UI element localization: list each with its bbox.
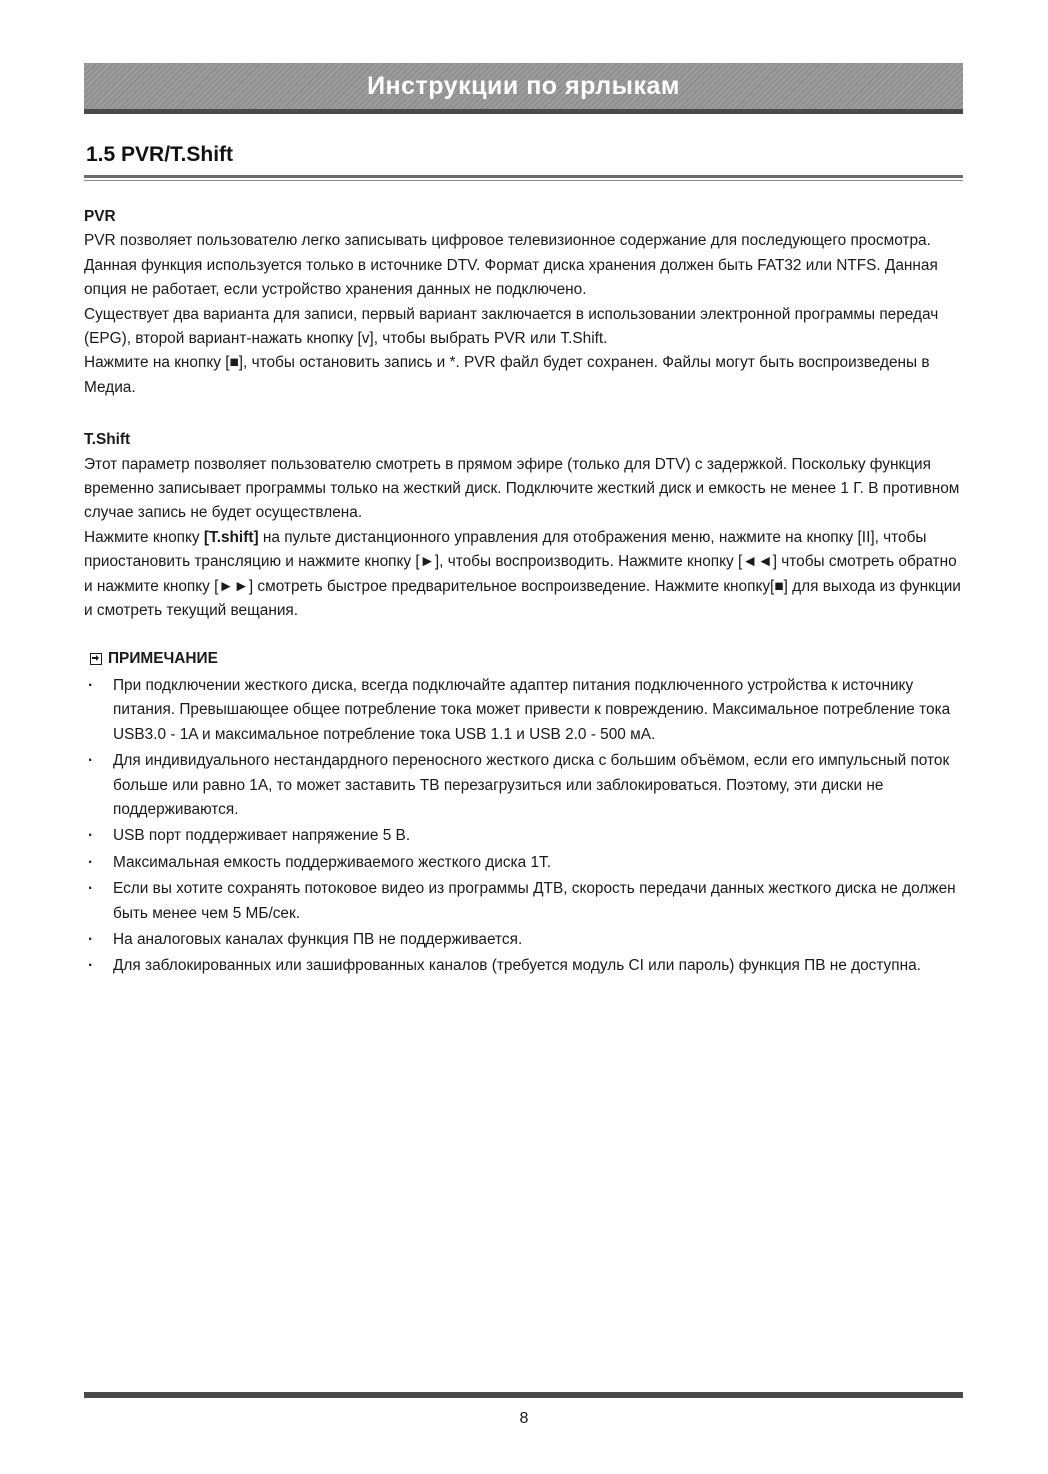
- tshift-paragraph-1: Этот параметр позволяет пользователю смотреть в прямом эфире (только для DTV) с задержкой. Поскольку функция временно записывает программы только на жесткий диск. Подключите жесткий диск и емкость не менее 1 Г. В противном случае запись не будет осуществлена.: [84, 455, 960, 522]
- section-rule-thick: [84, 175, 963, 178]
- tshift-p2-before: Нажмите кнопку: [84, 528, 204, 546]
- pvr-heading: PVR: [84, 208, 116, 225]
- note-item: · USB порт поддерживает напряжение 5 В.: [84, 824, 964, 848]
- section-rule-thin: [84, 180, 963, 181]
- note-heading: ПРИМЕЧАНИЕ: [108, 649, 218, 667]
- note-item: · Для заблокированных или зашифрованных каналов (требуется модуль CI или пароль) функция ПВ не доступна.: [84, 954, 964, 978]
- header-banner: [84, 63, 963, 109]
- pvr-paragraph-3: Нажмите на кнопку [■], чтобы остановить запись и *. PVR файл будет сохранен. Файлы могут быть воспроизведены в Медиа.: [84, 354, 930, 396]
- note-header: [84, 647, 964, 671]
- note-item: · Для индивидуального нестандардного переносного жесткого диска с большим объёмом, если его импульсный поток больше или равно 1A, то может заставить ТВ перезагрузиться или заблокироваться. Поэтому, эти диски не поддерживаются.: [84, 749, 964, 822]
- footer-rule: [84, 1392, 963, 1398]
- header-underline: [84, 109, 963, 114]
- section-title: 1.5 PVR/T.Shift: [86, 143, 234, 166]
- header-title: Инструкции по ярлыкам: [367, 71, 680, 100]
- tshift-key-label: [T.shift]: [203, 528, 259, 546]
- note-item: · На аналоговых каналах функция ПВ не поддерживается.: [84, 928, 964, 952]
- tshift-heading: T.Shift: [84, 431, 131, 449]
- note-item: · Максимальная емкость поддерживаемого жесткого диска 1T.: [84, 851, 964, 875]
- pvr-paragraph-2: Существует два варианта для записи, первый вариант заключается в использовании электронной программы передач (EPG), второй вариант-нажать кнопку [v], чтобы выбрать PVR или T.Shift.: [84, 305, 939, 348]
- pvr-paragraph-1: PVR позволяет пользователю легко записывать цифровое телевизионное содержание для последующего просмотра. Данная функция используется только в источнике DTV. Формат диска хранения должен быть FAT32 или NTFS. Данная опция не работает, если устройство хранения данных не подключено.: [84, 232, 938, 299]
- note-item: · Если вы хотите сохранять потоковое видео из программы ДТВ, скорость передачи данных жесткого диска не должен быть менее чем 5 МБ/сек.: [84, 877, 964, 926]
- page-number: 8: [519, 1410, 529, 1427]
- tshift-paragraph-2: [84, 526, 964, 624]
- main-content: [84, 205, 964, 981]
- arrow-box-icon: [90, 653, 102, 665]
- note-item: · При подключении жесткого диска, всегда подключайте адаптер питания подключенного устройства к источнику питания. Превышающее общее потребление тока может привести к повреждению. Максимальное потребление тока USB3.0 - 1A и максимальное потребление тока USB 1.1 и USB 2.0 - 500 мА.: [84, 674, 964, 747]
- note-list: [84, 674, 964, 979]
- tshift-p2-after: на пульте дистанционного управления для отображения меню, нажмите на кнопку [II], чтобы приостановить трансляцию и нажмите кнопку [►], чтобы воспроизводить. Нажмите кнопку [◄◄] чтобы смотреть обратно и нажмите кнопку [►►] смотреть быстрое предварительное воспроизведение. Нажмите кнопку[■] для выхода из функции и смотреть текущий вещания.: [84, 528, 961, 620]
